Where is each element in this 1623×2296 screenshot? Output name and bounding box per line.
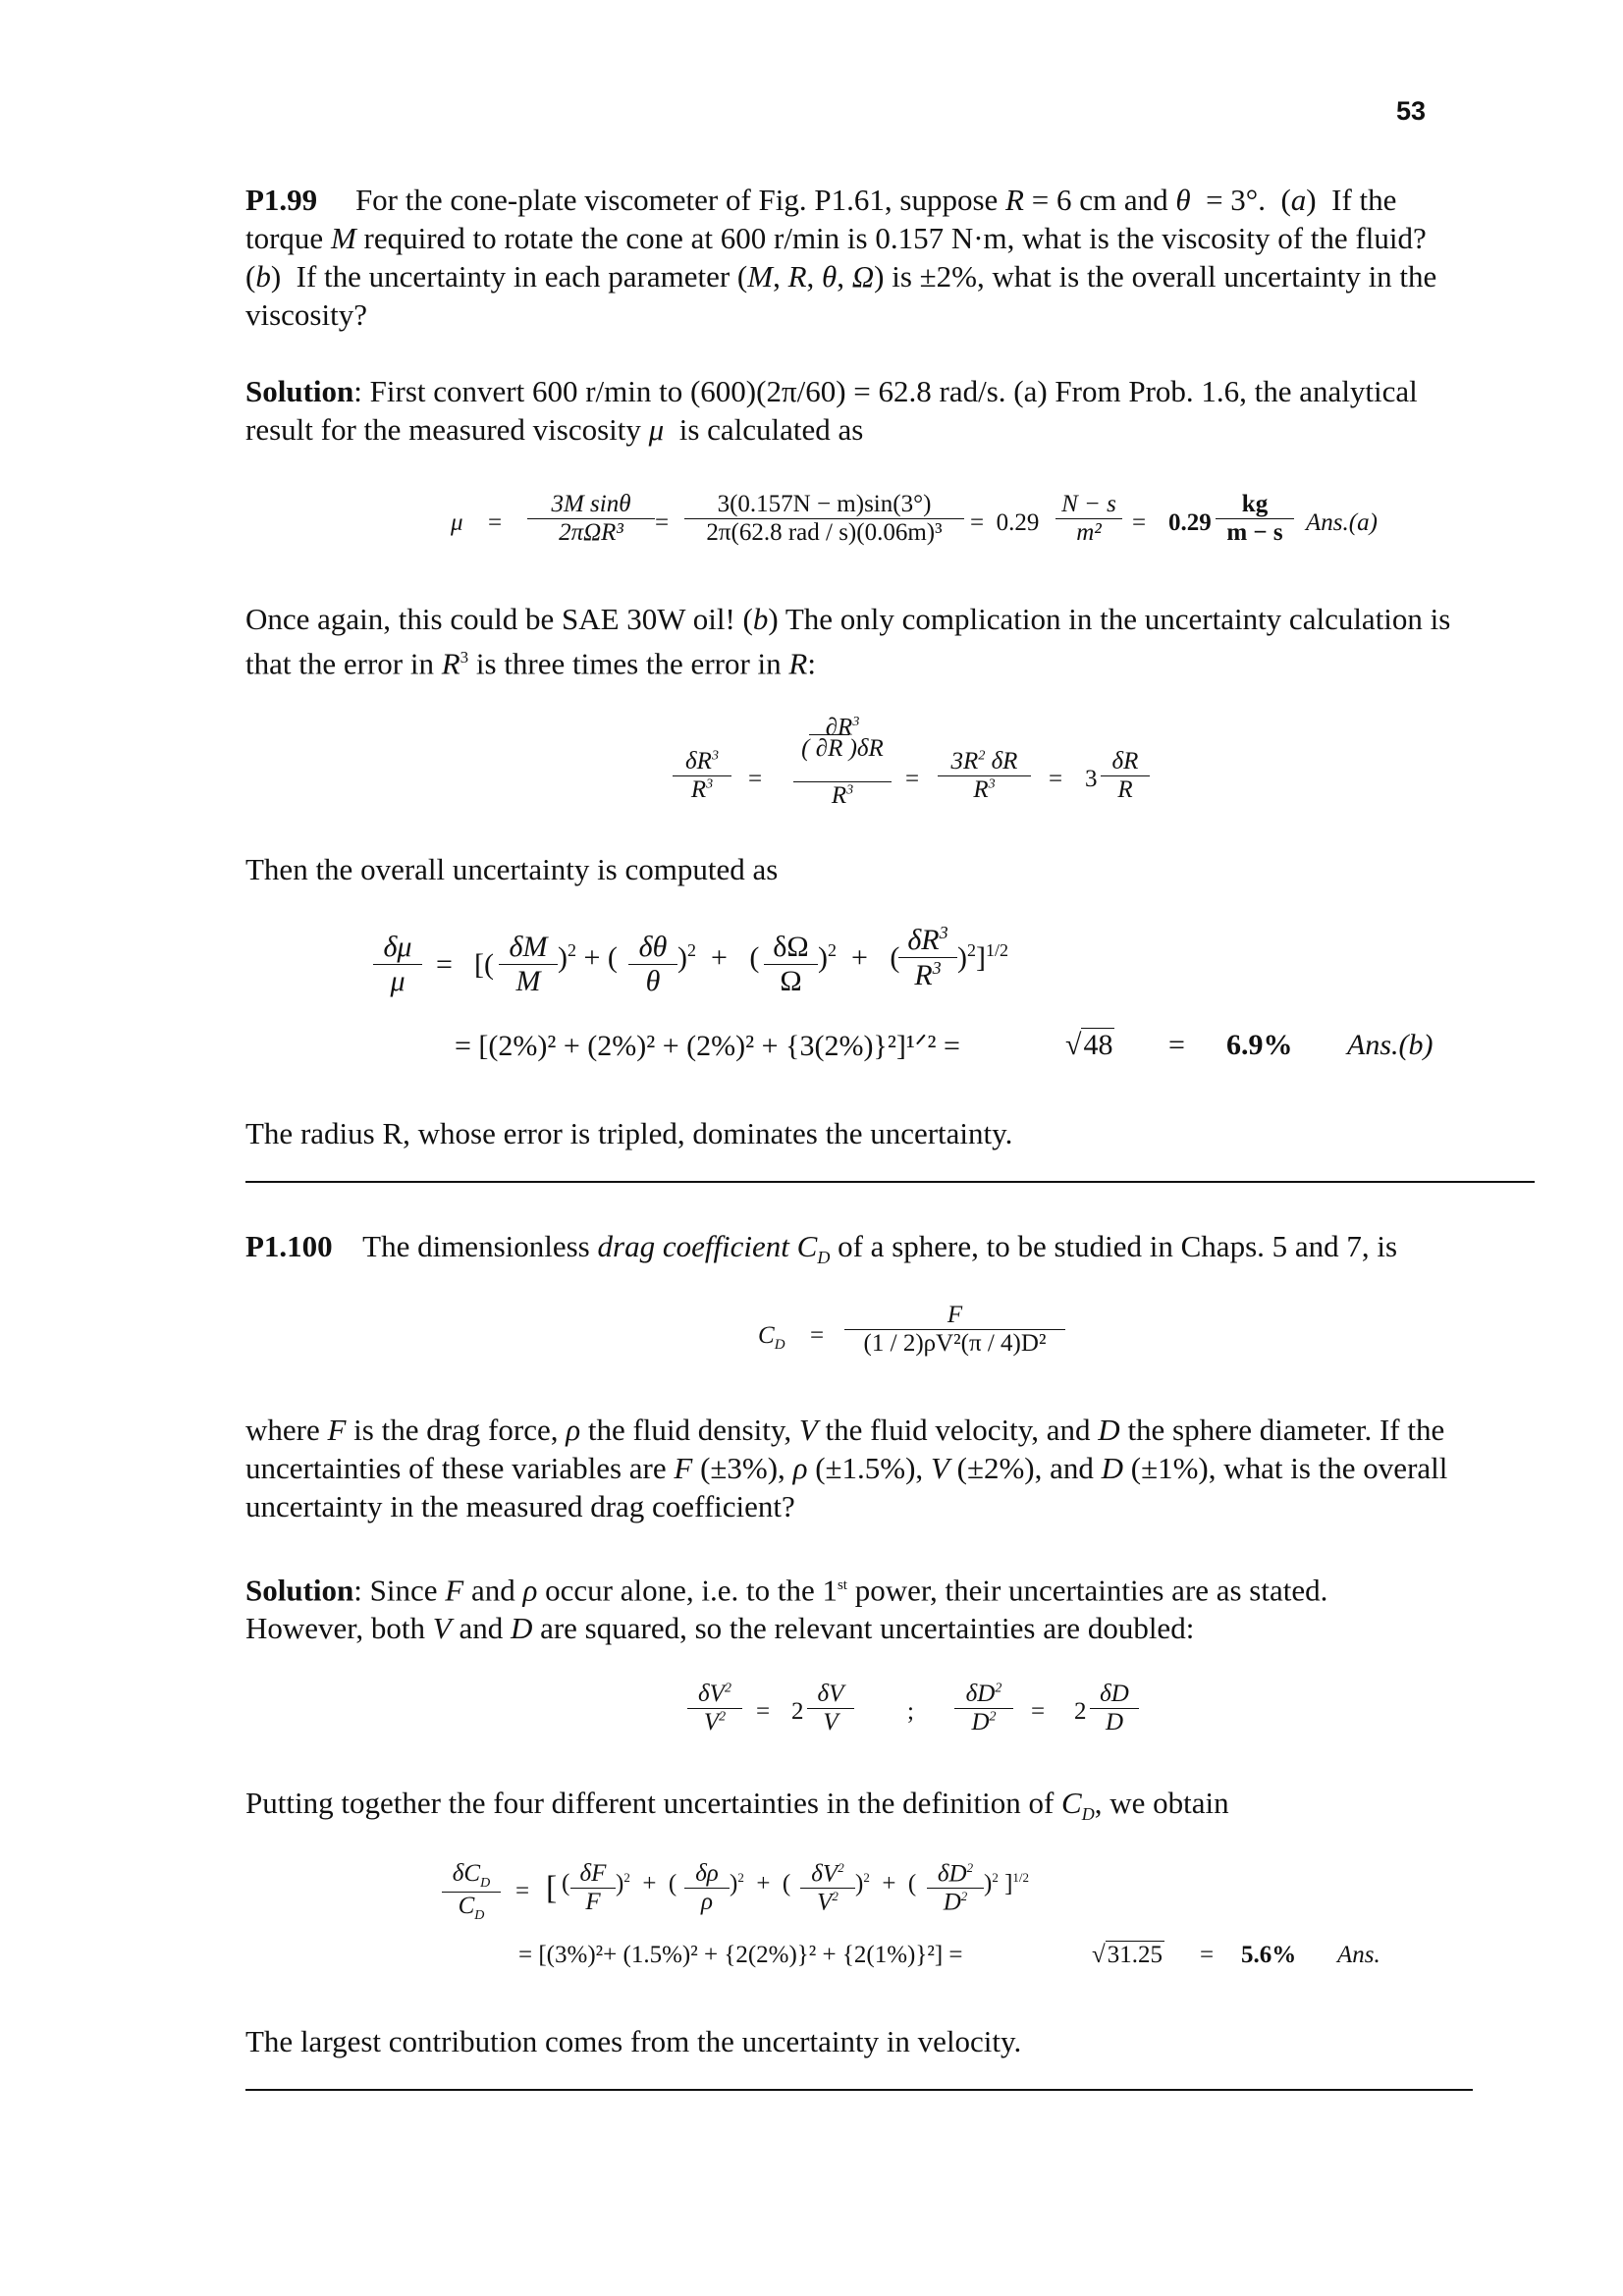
p199-text: = 3°. <box>1206 183 1266 217</box>
p1100-text: where <box>245 1413 320 1447</box>
p199-radius-note: The radius R, whose error is tripled, dominates the uncertainty. <box>245 1116 1013 1150</box>
divider <box>245 1181 1535 1183</box>
var-R: R <box>1005 183 1024 217</box>
solution-label: Solution <box>245 374 354 408</box>
p1100-text: uncertainties of these variables are <box>245 1451 667 1485</box>
eq-mu-result: 0.29 <box>1168 509 1212 536</box>
drag-coefficient-term: drag coefficient <box>597 1229 789 1263</box>
cd-uncertainty-line-2: = [(3%)²+ (1.5%)² + {2(2%)}² + {2(1%)}²] = <box>518 1942 963 1968</box>
result-cd: 5.6% <box>1241 1942 1297 1968</box>
p199-text: required to rotate the cone at 600 r/min is 0.157 N·m, what is the viscosity of the fluid? <box>363 221 1427 255</box>
p1100-problem-statement: P1.100 The dimensionless drag coefficient $C_D$ of a sphere, to be studied in Chaps. 5 and 7, is <box>245 1229 1398 1268</box>
p199-once-line-1 <box>245 600 1571 638</box>
p1100-largest: The largest contribution comes from the uncertainty in velocity. <box>245 2024 1022 2058</box>
p199-solution-intro <box>245 372 1571 449</box>
p199-text: ) The only complication in the uncertainty calculation is <box>768 602 1451 636</box>
sqrt-48: √48 <box>1065 1029 1113 1061</box>
p1100-text: power, their uncertainties are as stated. <box>854 1573 1328 1608</box>
p199-text: If the uncertainty in each parameter ( <box>296 259 748 294</box>
p199-text: is calculated as <box>678 412 864 447</box>
eq-mu-numerator-values: 3(0.157N − m)sin(3°) <box>717 491 932 517</box>
part-b-tag: b <box>255 259 271 294</box>
part-a-tag: a <box>1290 183 1307 217</box>
p199-problem-statement <box>245 181 1571 334</box>
p1100-text: is the drag force, <box>353 1413 559 1447</box>
p1100-text: However, both <box>245 1611 425 1646</box>
var-theta: θ <box>1175 183 1191 217</box>
p1100-var-line-3: uncertainty in the measured drag coefficient? <box>245 1489 795 1523</box>
p199-line-2 <box>245 219 1571 257</box>
p1100-text: (±1.5%), <box>815 1451 924 1485</box>
divider <box>245 2089 1473 2091</box>
p1100-solution-intro <box>245 1567 1610 1647</box>
cd-numerator: F <box>947 1302 963 1328</box>
p1100-text: and <box>470 1573 515 1608</box>
p199-text: result for the measured viscosity <box>245 412 641 447</box>
eq-unit-ms: m − s <box>1216 518 1294 547</box>
p1100-text: The dimensionless <box>362 1229 590 1263</box>
p199-text: is three times the error in <box>475 646 782 681</box>
p199-sol-line-1 <box>245 372 1571 410</box>
p1100-variables <box>245 1411 1610 1525</box>
eq-mu-numerator: 3M sinθ <box>551 491 631 517</box>
p199-once-line-2: that the error in $R^3$ is three times the error in R: <box>245 646 816 681</box>
var-M: M <box>330 221 356 255</box>
p1100-text: of a sphere, to be studied in Chaps. 5 and 7, is <box>838 1229 1398 1263</box>
result-b: 6.9% <box>1226 1029 1293 1061</box>
p1100-text: : Since <box>353 1573 438 1608</box>
eq-mu-denominator: 2πΩR³ <box>527 518 655 547</box>
p199-sol-line-2 <box>245 410 1571 449</box>
problem-label-p1100: P1.100 <box>245 1229 333 1263</box>
p1100-sol-line-1: Solution: Since F and ρ occur alone, i.e. to the 1st power, their uncertainties are as stated. <box>245 1573 1328 1608</box>
solution-label: Solution <box>245 1573 354 1608</box>
p1100-text: and <box>459 1611 504 1646</box>
part-b-tag: b <box>752 602 769 636</box>
p1100-text: the fluid velocity, and <box>825 1413 1091 1447</box>
p1100-text: (±2%), and <box>956 1451 1094 1485</box>
p1100-text: (±1%), what is the overall <box>1130 1451 1448 1485</box>
p1100-var-line-2: uncertainties of these variables are F (±3%), ρ (±1.5%), V (±2%), and D (±1%), what is the overall <box>245 1451 1448 1485</box>
p1100-text: (±3%), <box>700 1451 785 1485</box>
var-mu: μ <box>648 412 665 447</box>
p1100-putting: Putting together the four different uncertainties in the definition of $C_D$, we obtain <box>245 1786 1229 1825</box>
p199-line-3: (b) If the uncertainty in each parameter (M, R, θ, Ω) is ±2%, what is the overall uncertainty in the <box>245 259 1437 294</box>
p1100-text: occur alone, i.e. to the 1 <box>545 1573 838 1608</box>
p1100-text: are squared, so the relevant uncertainties are doubled: <box>540 1611 1195 1646</box>
p199-text: Once again, this could be SAE 30W oil! ( <box>245 602 753 636</box>
p199-line-4: viscosity? <box>245 297 367 332</box>
p199-text: : First convert 600 r/min to (600)(2π/60) = 62.8 rad/s. (a) From Prob. 1.6, the analytical <box>353 374 1418 408</box>
p199-text: If the <box>1331 183 1397 217</box>
p199-text: = 6 cm and <box>1031 183 1168 217</box>
eq-mu-denominator-values: 2π(62.8 rad / s)(0.06m)³ <box>684 518 964 547</box>
eq-unit-kg: kg <box>1241 491 1269 517</box>
eq-unit-den: m² <box>1055 518 1122 547</box>
answer-b-label: Ans.(b) <box>1347 1029 1434 1061</box>
p199-then: Then the overall uncertainty is computed as <box>245 852 779 886</box>
sqrt-31-25: √31.25 <box>1092 1942 1163 1968</box>
p1100-text: the fluid density, <box>587 1413 792 1447</box>
p1100-text: the sphere diameter. If the <box>1127 1413 1445 1447</box>
eq-mu-intermediate: 0.29 <box>996 509 1040 536</box>
p199-once-again <box>245 600 1571 682</box>
p1100-var-line-1: where F is the drag force, ρ the fluid density, V the fluid velocity, and D the sphere diameter. If the <box>245 1413 1445 1447</box>
p199-text: torque <box>245 221 324 255</box>
p199-text: For the cone-plate viscometer of Fig. P1.61, suppose <box>354 183 999 217</box>
p1100-text: Putting together the four different uncertainties in the definition of <box>245 1786 1055 1820</box>
answer-a-label: Ans.(a) <box>1306 509 1378 536</box>
superscript-st: st <box>837 1577 847 1593</box>
problem-label-p199: P1.99 <box>245 183 318 217</box>
answer-label: Ans. <box>1337 1942 1380 1968</box>
uncertainty-line-2: = [(2%)² + (2%)² + (2%)² + {3(2%)}²]¹ᐟ² = <box>455 1030 960 1062</box>
page-number: 53 <box>1396 96 1427 126</box>
p199-text: that the error in <box>245 646 434 681</box>
eq-unit-num: N − s <box>1061 491 1116 517</box>
p1100-sol-line-2: However, both V and D are squared, so the relevant uncertainties are doubled: <box>245 1611 1195 1646</box>
p199-text: ) is ±2%, what is the overall uncertainty in the <box>874 259 1437 294</box>
cd-denominator: (1 / 2)ρV²(π / 4)D² <box>844 1329 1065 1358</box>
p1100-text: , we obtain <box>1094 1786 1229 1820</box>
p199-line-1: P1.99 For the cone-plate viscometer of Fig. P1.61, suppose R = 6 cm and θ = 3°. (a) If the <box>245 183 1397 217</box>
